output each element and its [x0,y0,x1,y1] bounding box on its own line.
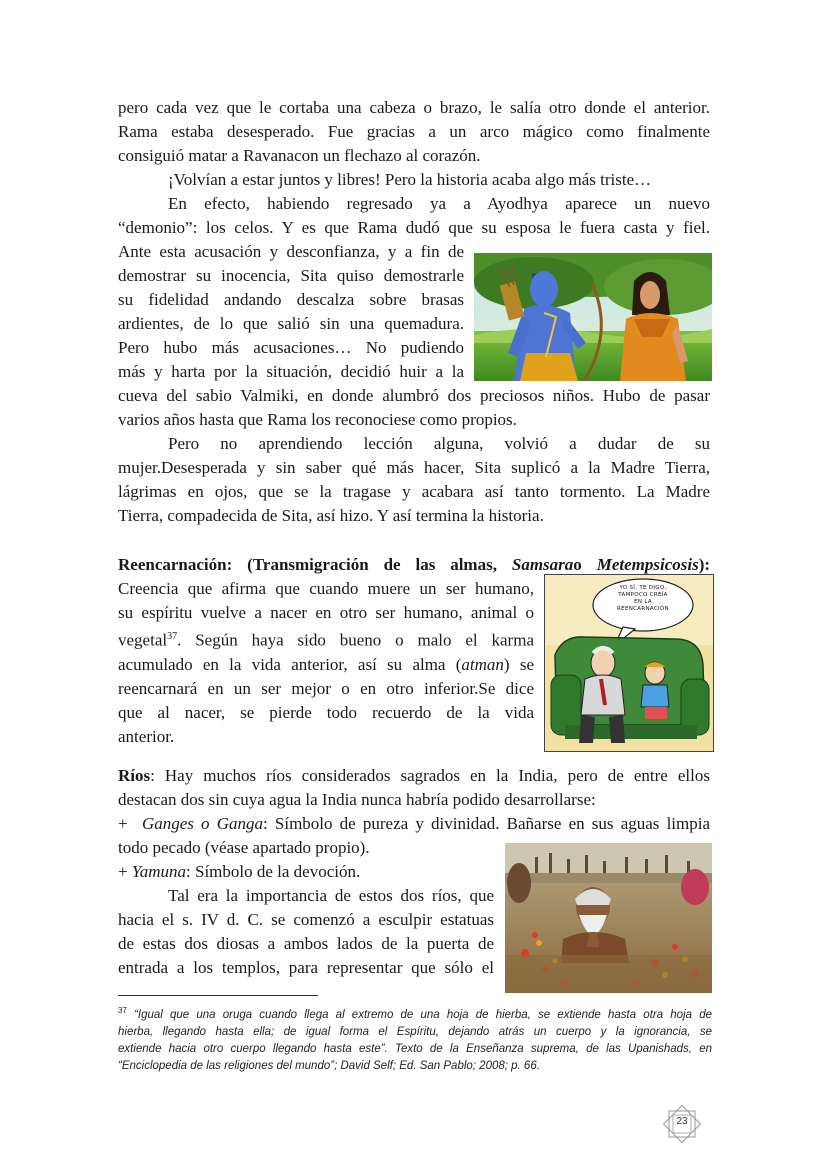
page-number-badge [660,1102,704,1146]
footnote-separator [118,995,318,996]
paragraph-volvian: ¡Volvían a estar juntos y libres! Pero la historia acaba algo más triste… [168,170,652,189]
section-rios: Ríos: Hay muchos ríos considerados sagrados en la India, pero de entre ellos destacan dos sin cuya agua la India nunca habría podido desarrollarse: + Ganges o Ganga: Símbolo de pureza y divinidad. Bañarse en sus aguas limpia todo pecado (véase apartado propio). + Yamuna: Símbolo de la devoción. Tal era la importancia de estos dos ríos, que hacia el s. IV d. C. se comenzó a esculpir estatuas de estas dos diosas a ambos lados de la puerta de entrada a los templos, para representar que sólo el [118,766,711,977]
reincarnation-comic [544,574,714,752]
paragraph-ravana: pero cada vez que le cortaba una cabeza o brazo, le salía otro donde el anterior. Rama estaba desesperado. Fue gracias a un arco mágico como finalmente consiguió matar a Ravanacon un flechazo al corazón. [118,98,710,165]
ganges-bathing-photo [505,843,712,993]
rama-sita-illustration [474,253,712,381]
page-number: 23 [676,1116,688,1127]
paragraph-madre-tierra: Pero no aprendiendo lección alguna, volvió a dudar de su mujer.Desesperada y sin saber qué más hacer, Sita suplicó a la Madre Tierra, lágrimas en ojos, que se la tragase y acabara así tanto tormento. La Madre Tierra, compadecida de Sita, así hizo. Y así termina la historia. [118,434,710,525]
footnote-ref-37[interactable]: 37 [167,631,178,642]
list-item-ganges: + Ganges o Ganga: Símbolo de pureza y divinidad. Bañarse en sus aguas limpia [118,814,711,833]
comic-speech-bubble: YO SÍ, TE DIGO, TAMPOCO CREÍA EN LA REENCARNACIÓN [617,585,669,612]
list-item-yamuna: + Yamuna: Símbolo de la devoción. [118,862,361,881]
reencarnacion-heading: Reencarnación: (Transmigración de las almas, Samsarao Metempsicosis): [118,555,711,574]
section-reencarnacion: Reencarnación: (Transmigración de las almas, Samsarao Metempsicosis): Creencia que afirma que cuando muere un ser humano, su espíritu vuelve a nacer en otro ser humano, animal o vegetal$^{37}$. Según haya sido bueno o malo el karma acumulado en la vida anterior, así su alma (atman) se reencarnará en un ser mejor o en otro inferior.Se dice que al nacer, se pierde todo recuerdo de la vida anterior. [118,555,711,746]
footnote-37: $^{37}$ “Igual que una oruga cuando llega al extremo de una hoja de hierba, se extiende hasta otra hoja de hierba, llegando hasta ella; de igual forma el Espíritu, dejando atrás un cuerpo y la ignorancia, se extiende hacia otro cuerpo llegando hasta este”. Texto de la Enseñanza suprema, de las Upanishads, en “Enciclopedia de las religiones del mundo”; David Self; Ed. San Pablo; 2008; p. 66. [118,1006,712,1072]
paragraph-celos: En efecto, habiendo regresado ya a Ayodhya aparece un nuevo “demonio”: los celos. Y es que Rama dudó que su esposa le fuera casta y fiel. Ante esta acusación y desconfianza, y a fin de demostrar su inocencia, Sita quiso demostrarle su fidelidad andando descalza sobre brasas ardientes, de lo que salió sin una quemadura. Pero hubo más acusaciones… No pudiendo más y harta por la situación, decidió huir a la cueva del sabio Valmiki, en donde alumbró dos preciosos niños. Hubo de pasar varios años hasta que Rama los reconociese como propios. [118,194,710,429]
